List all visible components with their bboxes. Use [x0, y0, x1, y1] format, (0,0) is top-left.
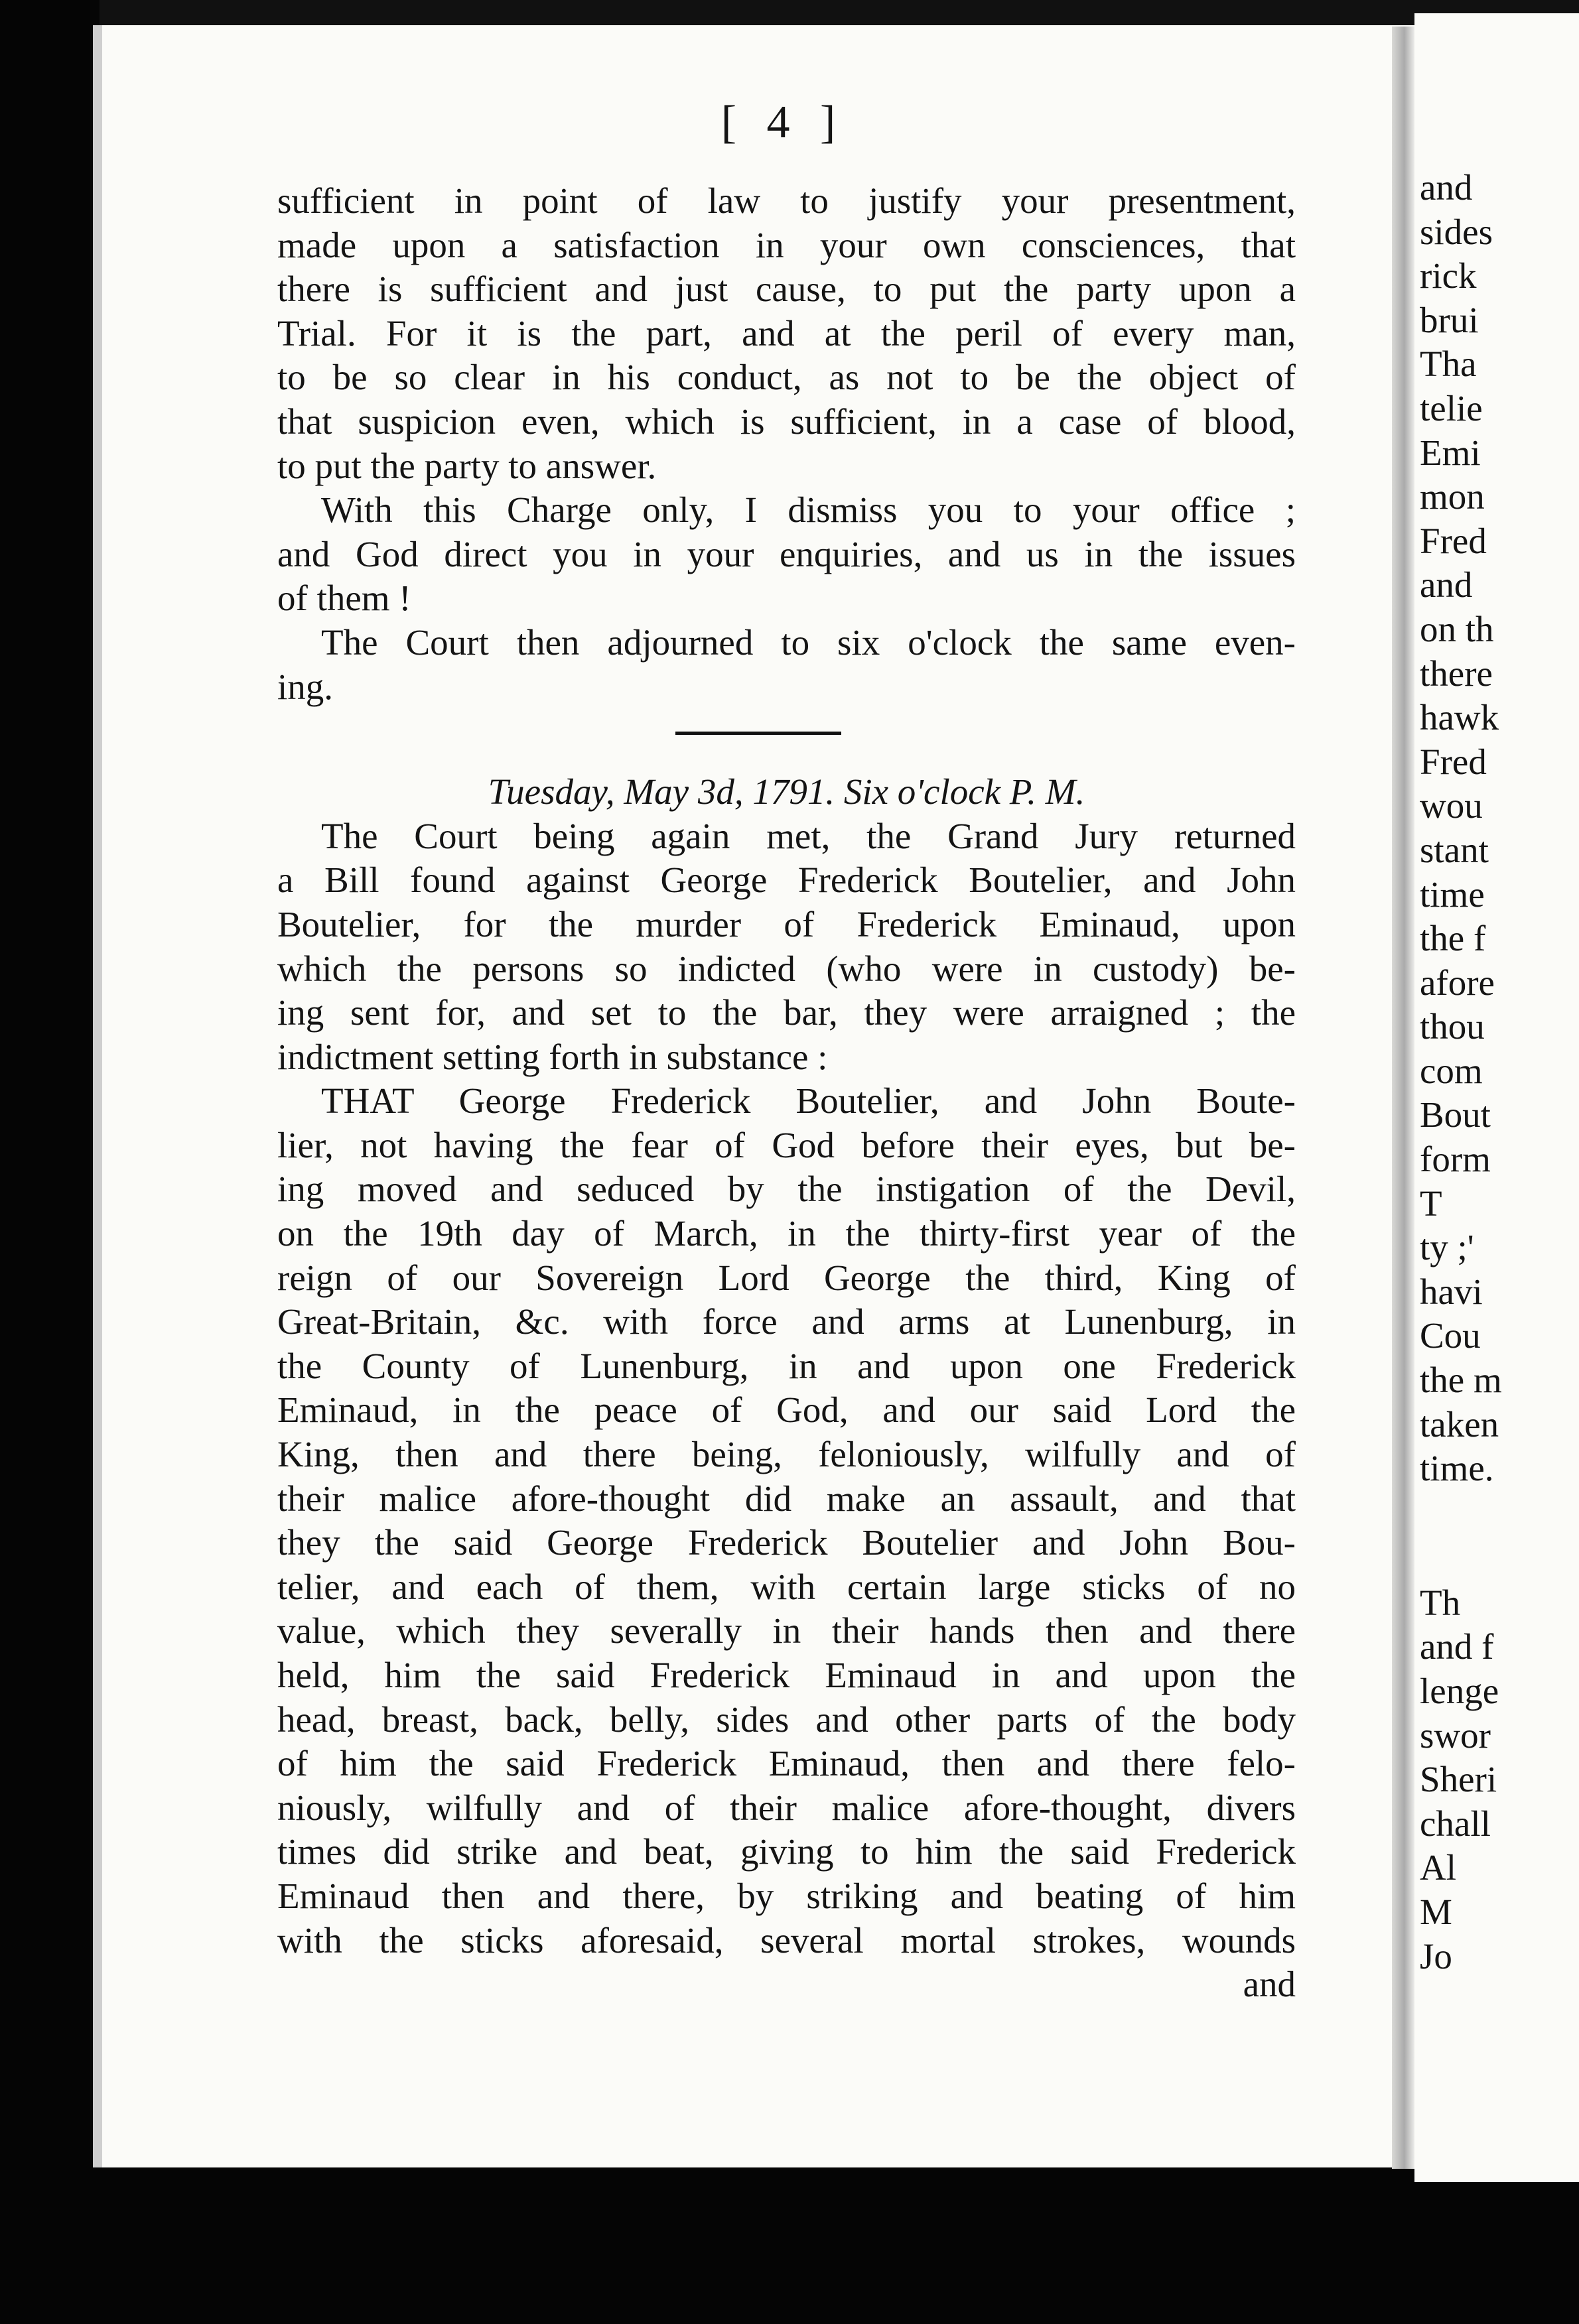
facing-line: and f — [1420, 1626, 1494, 1667]
catchword: and — [1243, 1964, 1296, 2005]
body-line: that suspicion even, which is sufficient, in a case of blood, — [277, 401, 1296, 442]
facing-line: Bout — [1420, 1094, 1491, 1135]
page-number-header: [ 4 ] — [721, 97, 845, 148]
facing-line: taken — [1420, 1403, 1499, 1445]
facing-line: havi — [1420, 1271, 1483, 1312]
body-line: niously, wilfully and of their malice afore-thought, divers — [277, 1787, 1296, 1828]
body-line: made upon a satisfaction in your own consciences, that — [277, 224, 1296, 265]
body-line: the County of Lunenburg, in and upon one Frederick — [277, 1345, 1296, 1386]
body-line: and God direct you in your enquiries, and us in the issues — [277, 533, 1296, 574]
facing-line: hawk — [1420, 697, 1499, 738]
facing-line: swor — [1420, 1714, 1491, 1756]
body-line: ing. — [277, 666, 334, 707]
facing-line: brui — [1420, 299, 1479, 340]
body-line: Eminaud then and there, by striking and beating of him — [277, 1875, 1296, 1916]
book-gutter — [1392, 27, 1414, 2169]
body-line: ing moved and seduced by the instigation of the Devil, — [277, 1169, 1296, 1210]
facing-line: form — [1420, 1139, 1491, 1180]
body-line: times did strike and beat, giving to him the said Frederick — [277, 1831, 1296, 1872]
facing-line: Al — [1420, 1847, 1456, 1888]
body-line: which the persons so indicted (who were in custody) be- — [277, 948, 1296, 989]
body-line: The Court then adjourned to six o'clock the same even- — [321, 621, 1296, 663]
body-line: Eminaud, in the peace of God, and our said Lord the — [277, 1389, 1296, 1431]
body-line: their malice afore-thought did make an assault, and that — [277, 1478, 1296, 1519]
facing-line: time. — [1420, 1448, 1494, 1489]
body-line: telier, and each of them, with certain large sticks of no — [277, 1566, 1296, 1607]
body-line: sufficient in point of law to justify your presentment, — [277, 180, 1296, 221]
body-line: indictment setting forth in substance : — [277, 1036, 828, 1077]
facing-line: the f — [1420, 918, 1486, 959]
facing-line: the m — [1420, 1360, 1502, 1401]
body-line: THAT George Frederick Boutelier, and John Boute- — [321, 1080, 1296, 1122]
body-line: value, which they severally in their hands then and there — [277, 1610, 1296, 1651]
facing-line: telie — [1420, 387, 1483, 428]
facing-line: ty ;' — [1420, 1227, 1474, 1268]
facing-line: thou — [1420, 1006, 1485, 1047]
facing-line: Sheri — [1420, 1759, 1497, 1800]
body-line: King, then and there being, feloniously, wilfully and of — [277, 1434, 1296, 1475]
facing-line: Th — [1420, 1582, 1461, 1623]
body-line: to put the party to answer. — [277, 445, 657, 486]
facing-line: com — [1420, 1050, 1483, 1091]
facing-line: sides — [1420, 211, 1493, 252]
facing-line: Fred — [1420, 520, 1487, 561]
facing-line: lenge — [1420, 1671, 1499, 1711]
body-line: Great-Britain, &c. with force and arms at Lunenburg, in — [277, 1301, 1296, 1342]
section-divider — [277, 709, 1296, 755]
body-line: Boutelier, for the murder of Frederick Eminaud, upon — [277, 903, 1296, 944]
body-line: a Bill found against George Frederick Boutelier, and John — [277, 860, 1296, 901]
session-dateline: Tuesday, May 3d, 1791. Six o'clock P. M. — [488, 771, 1085, 812]
facing-line: stant — [1420, 829, 1489, 870]
facing-line: time — [1420, 873, 1485, 915]
body-line: they the said George Frederick Boutelier and John Bou- — [277, 1522, 1296, 1563]
facing-line: rick — [1420, 255, 1477, 296]
facing-line: there — [1420, 653, 1493, 694]
body-line: With this Charge only, I dismiss you to your office ; — [321, 489, 1296, 531]
facing-line: Cou — [1420, 1315, 1481, 1356]
facing-line: and — [1420, 564, 1473, 606]
body-line: reign of our Sovereign Lord George the third, King of — [277, 1257, 1296, 1298]
facing-line: T — [1420, 1183, 1442, 1224]
body-line: to be so clear in his conduct, as not to be the object of — [277, 357, 1296, 398]
body-line: The Court being again met, the Grand Jury returned — [321, 815, 1296, 856]
facing-line: Fred — [1420, 741, 1487, 782]
body-line: held, him the said Frederick Eminaud in and upon the — [277, 1655, 1296, 1695]
facing-line: Emi — [1420, 432, 1481, 473]
body-line: there is sufficient and just cause, to put the party upon a — [277, 269, 1296, 310]
facing-line: on th — [1420, 608, 1494, 649]
body-line: Trial. For it is the part, and at the peril of every man, — [277, 312, 1296, 354]
facing-line: M — [1420, 1891, 1452, 1932]
facing-line: Jo — [1420, 1935, 1452, 1976]
body-line: of them ! — [277, 578, 411, 619]
facing-page-text — [1420, 166, 1579, 1978]
page-body — [277, 179, 1296, 2007]
body-line: head, breast, back, belly, sides and other parts of the body — [277, 1699, 1296, 1740]
scan-background — [0, 0, 100, 2324]
facing-line: chall — [1420, 1803, 1491, 1844]
facing-line: afore — [1420, 962, 1495, 1003]
facing-line: and — [1420, 167, 1473, 208]
facing-line: Tha — [1420, 344, 1477, 385]
body-line: with the sticks aforesaid, several mortal strokes, wounds — [277, 1919, 1296, 1961]
facing-line: mon — [1420, 476, 1485, 517]
body-line: of him the said Frederick Eminaud, then and there felo- — [277, 1743, 1296, 1784]
facing-line: wou — [1420, 785, 1483, 826]
scan-background-bottom — [0, 2167, 1579, 2324]
body-line: lier, not having the fear of God before their eyes, but be- — [277, 1124, 1296, 1165]
body-line: ing sent for, and set to the bar, they were arraigned ; the — [277, 992, 1296, 1033]
body-line: on the 19th day of March, in the thirty-first year of the — [277, 1213, 1296, 1254]
